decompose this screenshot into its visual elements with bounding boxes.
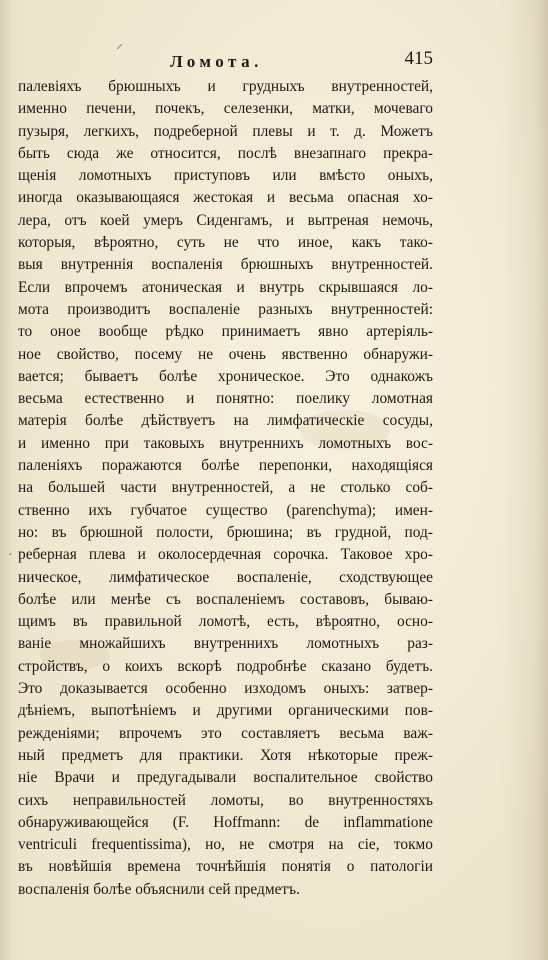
text-line: ническое, лимфатическое воспаленіе, сходствующее [18, 568, 433, 586]
text-line: мота производитъ воспаленіе разныхъ внутренностей: [18, 300, 433, 318]
text-line: ное свойство, посему не очень явственно обнаружи- [18, 345, 433, 363]
text-line: именно печени, почекъ, селезенки, матки, мочеваго [18, 100, 433, 118]
text-line: воспаленія болѣе объяснили сей предметъ. [18, 880, 300, 898]
text-line: сихъ неправильностей ломоты, во внутренностяхъ [18, 791, 433, 809]
text-line: щенія ломотныхъ приступовъ или вмѣсто оныхъ, [18, 167, 433, 185]
text-line: вается; бываетъ болѣе хроническое. Это однакожъ [18, 367, 433, 385]
page-number: 415 [404, 48, 433, 69]
text-line: матерія болѣе дѣйствуетъ на лимфатическіе сосуды, [18, 412, 433, 430]
text-line: которыя, вѣроятно, суть не что иное, какъ тако- [18, 234, 433, 252]
margin-mark: ⸍ [116, 43, 123, 58]
running-head: Ломота. [170, 52, 263, 71]
text-line: ственно ихъ губчатое существо (parenchyma); имен- [18, 501, 433, 519]
text-line: пузыря, легкихъ, подреберной плевы и т. д. Можетъ [18, 122, 433, 140]
text-line: болѣе или менѣе съ воспаленіемъ составовъ, бываю- [18, 590, 433, 608]
text-line: но: въ брюшной полости, брюшина; въ грудной, под- [18, 523, 433, 541]
text-line: палевіяхъ брюшныхъ и грудныхъ внутренностей, [18, 78, 433, 95]
text-line: паленіяхъ поражаются болѣе перепонки, находящіяся [18, 457, 433, 475]
text-line: щимъ въ правильной ломотѣ, есть, вѣроятно, осно- [18, 613, 433, 631]
text-line: на большей части внутренностей, а не столько соб- [18, 479, 433, 497]
text-line: Это доказывается особенно изходомъ оныхъ: затвер- [18, 680, 433, 698]
page-header [18, 48, 433, 76]
text-line: реберная плева и околосердечная сорочка. Таковое хро- [18, 546, 433, 564]
text-line: ный предметъ для практики. Хотя нѣкоторые преж- [18, 746, 433, 764]
text-line: дѣніемъ, выпотѣніемъ и другими органическими пов- [18, 702, 433, 720]
text-line: ніе Врачи и предугадывали воспалительное свойство [18, 769, 433, 787]
text-line: режденіями; впрочемъ это составляетъ весьма важ- [18, 724, 433, 742]
text-line: и именно при таковыхъ внутреннихъ ломотныхъ вос- [18, 434, 433, 452]
text-line: стройствъ, о коихъ вскорѣ подробнѣе сказано будетъ. [18, 657, 433, 675]
body-text [18, 76, 433, 901]
text-line: Если впрочемъ атоническая и внутрь скрывшаяся ло- [18, 278, 433, 296]
text-line: весьма естественно и понятно: поелику ломотная [18, 390, 433, 408]
text-line: то оное вообще рѣдко принимаетъ явно артеріяль- [18, 323, 433, 341]
text-line: быть сюда же относится, послѣ внезапнаго прекра- [18, 144, 433, 162]
text-line: выя внутреннія воспаленія брюшныхъ внутренностей. [18, 256, 433, 274]
margin-mark: · [8, 548, 13, 563]
text-line: иногда оказывающаяся жестокая и весьма опасная хо- [18, 189, 433, 207]
text-line: ventriculi frequentissima), но, не смотря на сіе, токмо [18, 836, 433, 854]
text-line: ваніе множайшихъ внутреннихъ ломотныхъ раз- [18, 635, 433, 653]
text-line: обнаруживающейся (F. Hoffmann: de inflammatione [18, 813, 433, 831]
text-line: въ новѣйшія времена точнѣйшія понятія о патологіи [18, 858, 433, 876]
text-line: лера, отъ коей умеръ Сиденгамъ, и вытреная немочь, [18, 211, 433, 229]
